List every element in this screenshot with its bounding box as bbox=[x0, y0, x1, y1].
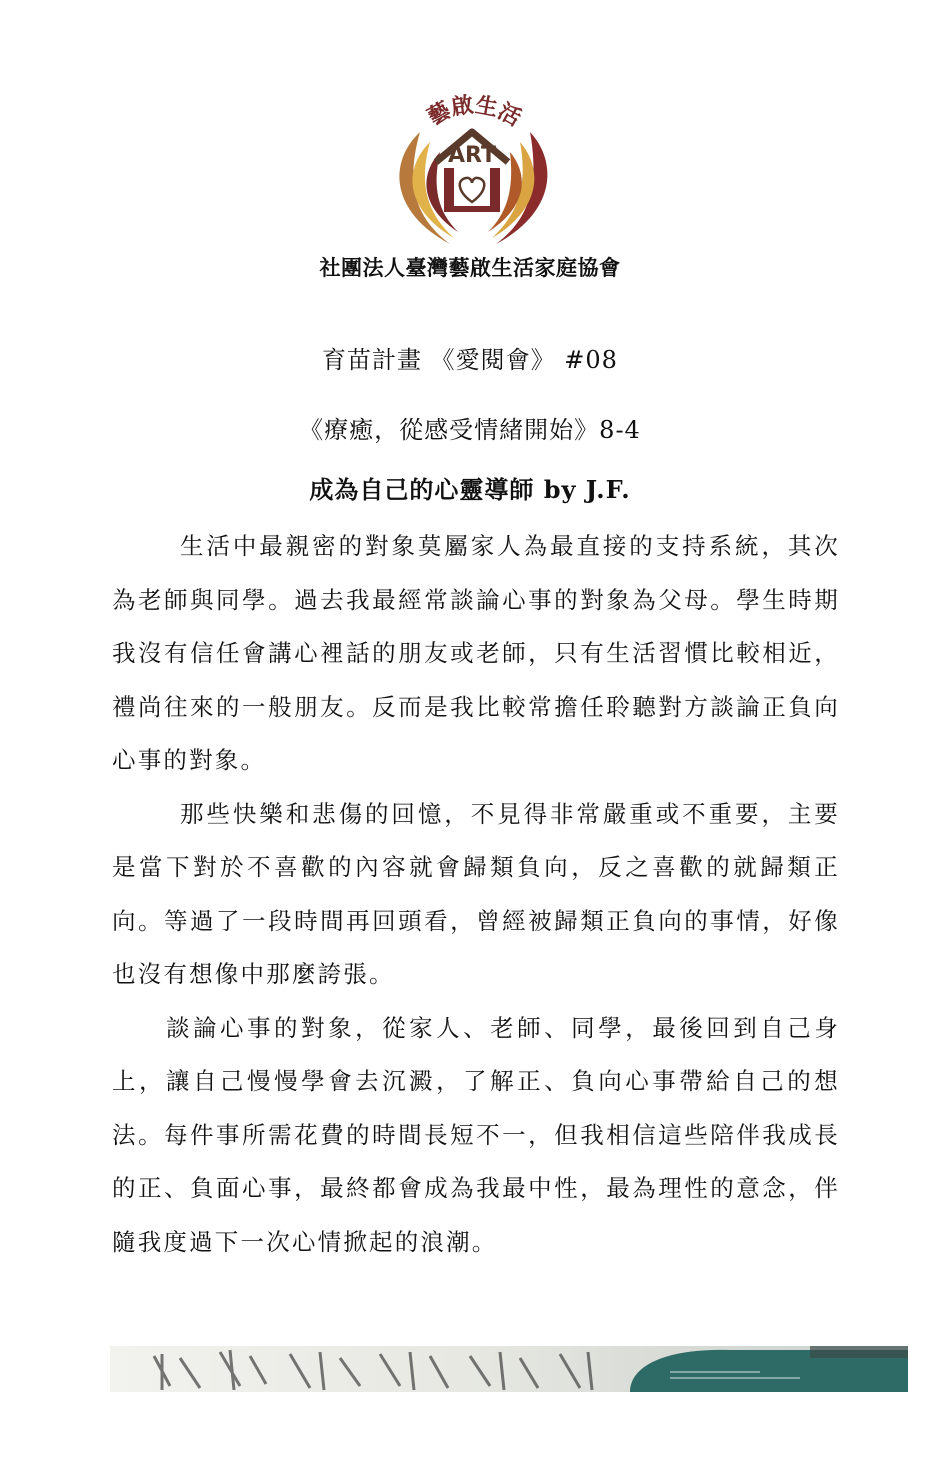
paragraph-1: 生活中最親密的對象莫屬家人為最直接的支持系統，其次為老師與同學。過去我最經常談論心事的對象為父母。學生時期我沒有信任會講心裡話的朋友或老師，只有生活習慣比較相近，禮尚往來的一般朋友。反而是我比較常擔任聆聽對方談論正負向心事的對象。 bbox=[112, 532, 840, 774]
banner-stroke-4 bbox=[380, 1352, 448, 1390]
logo-chinese-text: 藝啟生活 bbox=[423, 92, 525, 132]
banner-dark-band bbox=[810, 1346, 908, 1358]
paragraph-3: 談論心事的對象，從家人、老師、同學，最後回到自己身上，讓自己慢慢學會去沉澱，了解正、負向心事帶給自己的想法。每件事所需花費的時間長短不一，但我相信這些陪伴我成長的正、負面心事，最終都會成為我最中性，最為理性的意念，伴隨我度過下一次心情掀起的浪潮。 bbox=[112, 1013, 840, 1256]
logo-house-right-wall bbox=[490, 168, 500, 212]
paragraph-2: 那些快樂和悲傷的回憶，不見得非常嚴重或不重要，主要是當下對於不喜歡的內容就會歸類負向，反之喜歡的就歸類正向。等過了一段時間再回頭看，曾經被歸類正負向的事情，好像也沒有想像中那麼誇張。 bbox=[112, 799, 840, 988]
banner-stroke-5 bbox=[470, 1352, 538, 1390]
article-body bbox=[112, 520, 840, 1269]
banner-stroke-1 bbox=[154, 1354, 200, 1390]
article-title: 成為自己的心靈導師 by J.F. bbox=[309, 475, 631, 504]
logo-heart-icon bbox=[460, 178, 485, 202]
organization-name: 社團法人臺灣藝啟生活家庭協會 bbox=[319, 256, 621, 280]
banner-stroke-3 bbox=[290, 1352, 360, 1390]
footer-banner-art bbox=[110, 1346, 908, 1392]
footer-book-banner bbox=[110, 1346, 908, 1392]
banner-stroke-6 bbox=[560, 1352, 592, 1390]
logo-house-left-wall bbox=[444, 168, 454, 212]
book-title: 《療癒，從感受情緒開始》8-4 bbox=[299, 416, 641, 444]
organization-logo bbox=[380, 92, 564, 250]
series-heading: 育苗計畫 《愛閱會》 #08 bbox=[322, 346, 618, 374]
logo-house-floor bbox=[444, 206, 500, 212]
banner-stroke-2 bbox=[220, 1350, 266, 1390]
logo-art-text: ART bbox=[448, 143, 496, 168]
